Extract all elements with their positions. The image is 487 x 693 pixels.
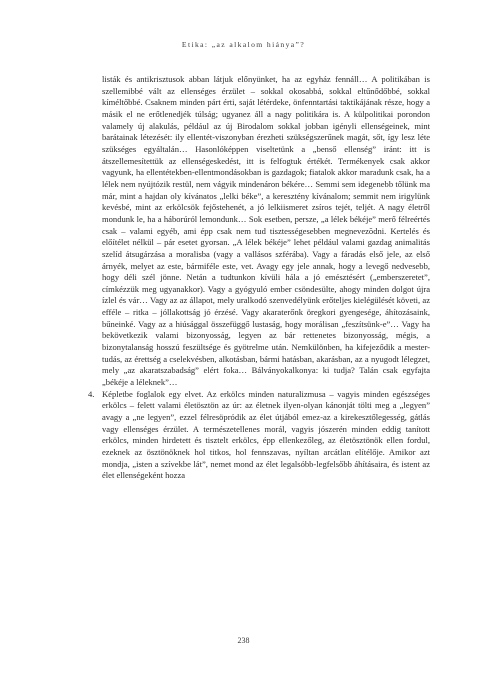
page-body <box>88 74 430 482</box>
running-title: Etika: „az alkalom hiánya”? <box>181 40 306 49</box>
item-number: 4. <box>88 388 95 399</box>
running-header <box>0 40 487 49</box>
item-text: Képletbe foglalok egy elvet. Az erkölcs minden naturalizmusa – vagyis minden egészséges erkölcs – felett valami életösztön az úr: az életnek ilyen-olyan kánonját tölti meg a „legyen” avagy a „ne legyen”, ezzel félresöpródik az élet útjából emez-az a kirekesztőlegesség, gátlás vagy ellenséges érzület. A természetellenes morál, vagyis jószerén minden eddig tanított erkölcs, minden hirdetett és tisztelt erkölcs, épp ellenkezőleg, az életösztönök ellen fordul, ezeknek az ösztönöknek hol titkos, hol fennszavas, nyíltan arcátlan elítélője. Amikor azt mondja, „isten a szívekbe lát”, nemet mond az élet legalsóbb-legfelsőbb áhításaira, és istent az élet ellenségeként hozza <box>102 388 430 481</box>
numbered-item <box>88 388 430 482</box>
page-number: 238 <box>237 636 250 645</box>
paragraph: listák és antikrisztusok abban látjuk előnyünket, ha az egyház fennáll… A politikában is szellemibbé vált az ellenséges érzület – sokkal okosabbá, sokkal eltűnődőbbé, sokkal kíméltőbbé. Csaknem minden párt érti, saját létérdeke, önfenntartási taktikájának része, hogy a másik el ne erőtlenedjék túlság; ugyanez áll a nagy politikára is. A külpolitikai porondon valamely új alakulás, például az új Birodalom sokkal jobban igényli ellenségeinek, mint barátainak létezését: ily ellentét-viszonyban érezheti szükségszerűnek magát, sőt, így lesz léte szükséges egyáltalán… Hasonlóképpen viseltetünk a „benső ellenség” iránt: itt is átszellemesítettük az ellenségeskedést, itt is felfogtuk értékét. Termékenyek csak akkor vagyunk, ha ellentétekben-ellentmondásokban is gazdagok; fiatalok akkor maradunk csak, ha a lélek nem nyújtózik restül, nem vágyik mindenáron békére… Semmi sem idegenebb tőlünk ma már, mint a hajdan oly kívánatos „lelki béke”, a keresztény kívánalom; semmit nem irigylünk kevésbé, mint az erkölcsök fejőstehenét, a jó lelkiismeret zsíros tejét, teljét. A nagy életről mondunk le, ha a háborúról lemondunk… Sok esetben, persze, „a lélek békéje” merő félreértés csak – valami egyéb, ami épp csak nem tud tisztességesebben megnevezõdni. Kertelés és előítélet nélkül – pár esetet gyorsan. „A lélek békéje” lehet például valami gazdag animalitás szelíd átsugárzása a moralisba (vagy a vallásos szférába). Vagy a fáradás első jele, az első árnyék, melyet az este, bármiféle este, vet. Avagy egy jele annak, hogy a levegő nedvesebb, hogy déli szél jönne. Netán a tudtunkon kívüli hála a jó emésztésért („emberszeretet”, címkézzük meg ugyanakkor). Vagy a gyógyuló ember csöndesülte, ahogy minden dolgot újra ízlel és vár… Vagy az az állapot, mely uralkodó szenvedélyünk erőteljes kielégülését követi, az efféle – ritka – jóllakottság jó érzésé. Vagy akaraterőnk öregkori gyengesége, áhítozásaink, bűneinké. Vagy az a hiúsággal összefüggő lustaság, hogy morálisan „feszítsünk-e”… Vagy ha bekövetkezik valami bizonyosság, legyen az bár rettenetes bizonyosság, mégis, a bizonytalanság hosszú feszültsége és gyötrelme után. Nemkülönben, ha kifejeződik a mester-tudás, az érettség a cselekvésben, alkotásban, bármi hatásban, akarásban, az a nyugodt lélegzet, mely „az akaratszabadság” elért foka… Bálványokalkonya: ki tudja? Talán csak egyfajta „békéje a léleknek”… <box>102 74 430 388</box>
